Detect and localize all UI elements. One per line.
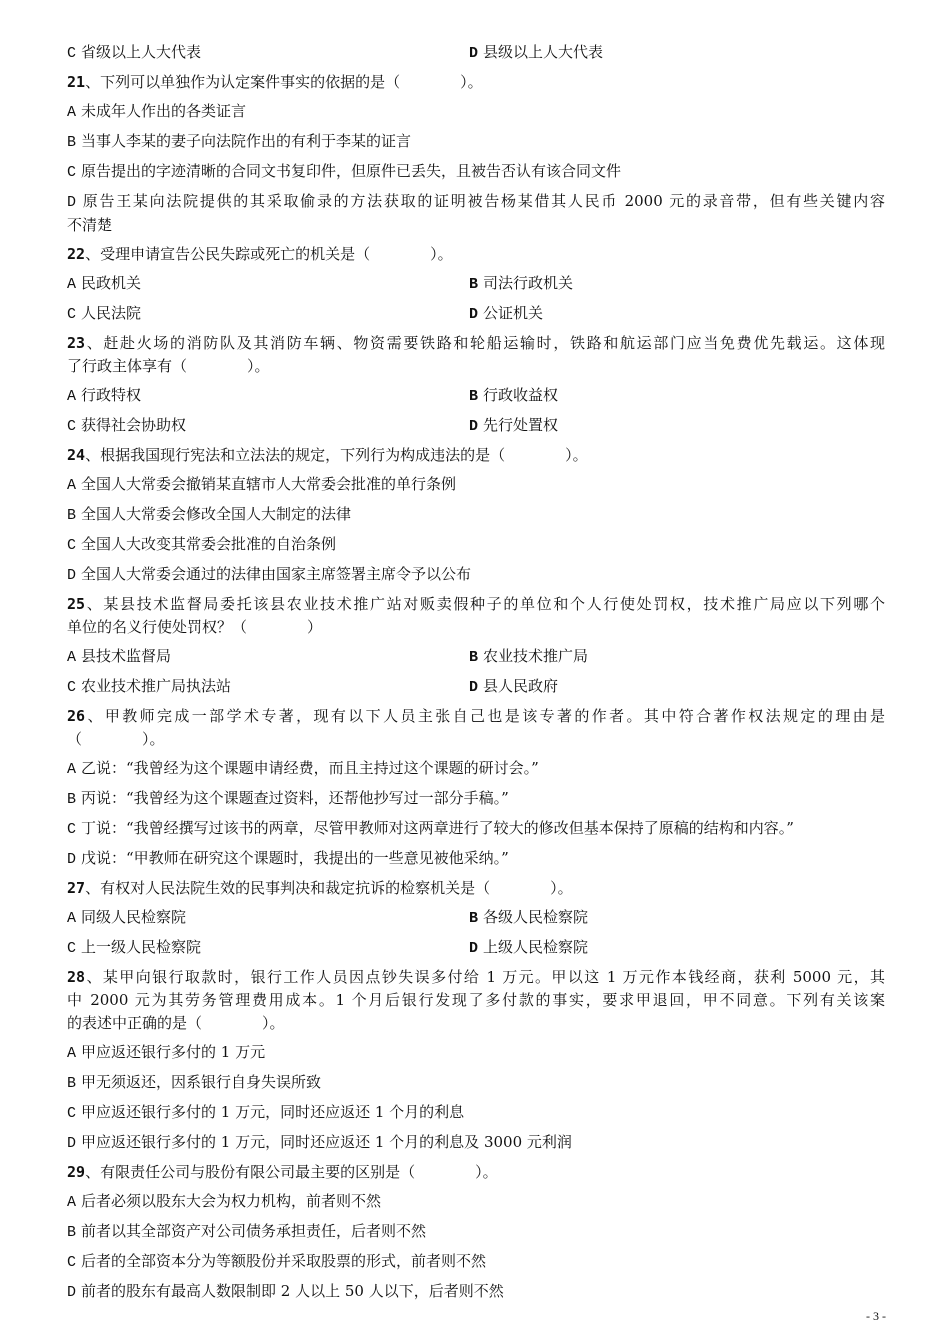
text-line: [67, 563, 885, 587]
line-text: 全国人大常委会通过的法律由国家主席签署主席令予以公布: [81, 565, 472, 583]
line-text: 、甲教师完成一部学术专著，现有以下人员主张自己也是该专著的作者。其中符合著作权法规定的理由是: [85, 707, 885, 725]
option: [67, 503, 885, 527]
option-row: [67, 272, 885, 296]
line-text: （ ）。: [67, 730, 165, 748]
question-number: 26: [67, 707, 86, 725]
line-text: 甲应返还银行多付的 1 万元: [81, 1043, 266, 1061]
option-letter: C: [67, 45, 77, 62]
option-letter: A: [67, 761, 77, 778]
question-number: 22: [67, 245, 86, 263]
option-letter: A: [67, 1045, 77, 1062]
option-letter: D: [469, 45, 479, 62]
text-line: [67, 214, 885, 237]
option-row: [67, 906, 885, 930]
line-text: 原告提出的字迹清晰的合同文书复印件，但原件已丢失，且被告否认有该合同文件: [81, 162, 622, 180]
option-letter: C: [67, 940, 77, 957]
text-line: [67, 1012, 885, 1035]
option: [67, 906, 469, 930]
option-text: 省级以上人大代表: [81, 43, 202, 61]
line-text: 全国人大改变其常委会批准的自治条例: [81, 535, 337, 553]
line-text: 丁说：“我曾经撰写过该书的两章，尽管甲教师对这两章进行了较大的修改但基本保持了原稿的结构和内容。”: [81, 819, 794, 837]
option-letter: D: [67, 567, 77, 584]
text-line: [67, 1190, 885, 1214]
option-letter: C: [67, 306, 77, 323]
text-line: [67, 1161, 885, 1184]
text-line: [67, 1071, 885, 1095]
option-letter: C: [67, 1254, 77, 1271]
line-text: 的表述中正确的是（ ）。: [67, 1014, 285, 1032]
text-line: [67, 616, 885, 639]
text-line: [67, 332, 885, 355]
question: [67, 877, 885, 900]
option-text: 农业技术推广局执法站: [81, 677, 232, 695]
question-number: 23: [67, 334, 86, 352]
text-line: [67, 243, 885, 266]
option-letter: C: [67, 537, 77, 554]
option-text: 上一级人民检察院: [81, 938, 202, 956]
line-text: 戊说：“甲教师在研究这个课题时，我提出的一些意见被他采纳。”: [81, 849, 509, 867]
option: [67, 563, 885, 587]
option-text: 获得社会协助权: [81, 416, 187, 434]
text-line: [67, 503, 885, 527]
option-text: 民政机关: [81, 274, 142, 292]
option: [469, 675, 871, 699]
line-text: 了行政主体享有（ ）。: [67, 357, 270, 375]
option-letter: D: [67, 851, 77, 868]
option-text: 县人民政府: [483, 677, 559, 695]
option: [67, 1190, 885, 1214]
option: [67, 130, 885, 154]
option: [67, 675, 469, 699]
option-letter: B: [67, 134, 77, 151]
question: [67, 444, 885, 467]
option-letter: B: [469, 276, 479, 293]
text-line: [67, 1101, 885, 1125]
line-text: 甲应返还银行多付的 1 万元，同时还应返还 1 个月的利息及 3000 元利润: [81, 1133, 572, 1151]
line-text: 单位的名义行使处罚权？（ ）: [67, 618, 323, 636]
option: [67, 302, 469, 326]
line-text: 甲无须返还，因系银行自身失误所致: [81, 1073, 322, 1091]
option-text: 司法行政机关: [483, 274, 574, 292]
text-line: [67, 787, 885, 811]
option-text: 各级人民检察院: [483, 908, 589, 926]
option: [67, 384, 469, 408]
option-letter: B: [67, 507, 77, 524]
option-letter: A: [67, 104, 77, 121]
option-letter: C: [67, 679, 77, 696]
line-text: 后者的全部资本分为等额股份并采取股票的形式，前者则不然: [81, 1252, 487, 1270]
option-text: 农业技术推广局: [483, 647, 589, 665]
text-line: [67, 1280, 885, 1304]
option: [67, 1071, 885, 1095]
line-text: 当事人李某的妻子向法院作出的有利于李某的证言: [81, 132, 412, 150]
option-letter: D: [469, 418, 479, 435]
option-letter: B: [67, 791, 77, 808]
line-text: 、有权对人民法院生效的民事判决和裁定抗诉的检察机关是（ ）。: [85, 879, 573, 897]
option: [67, 100, 885, 124]
option: [67, 936, 469, 960]
document-body: [67, 41, 885, 1310]
text-line: [67, 533, 885, 557]
text-line: [67, 877, 885, 900]
text-line: [67, 71, 885, 94]
question: [67, 966, 885, 1035]
option-letter: B: [469, 910, 479, 927]
option: [67, 1131, 885, 1155]
line-text: 全国人大常委会撤销某直辖市人大常委会批准的单行条例: [81, 475, 457, 493]
option: [469, 384, 871, 408]
option-text: 人民法院: [81, 304, 142, 322]
question-number: 25: [67, 595, 86, 613]
question: [67, 71, 885, 94]
option-letter: C: [67, 164, 77, 181]
line-text: 前者的股东有最高人数限制即 2 人以上 50 人以下，后者则不然: [81, 1282, 504, 1300]
option-letter: D: [67, 194, 77, 211]
line-text: 中 2000 元为其劳务管理费用成本。1 个月后银行发现了多付款的事实，要求甲退回，甲不同意。下列有关该案: [67, 991, 885, 1009]
option: [67, 1250, 885, 1274]
question: [67, 243, 885, 266]
option: [67, 787, 885, 811]
option-text: 县技术监督局: [81, 647, 172, 665]
question-number: 21: [67, 73, 86, 91]
option: [469, 645, 871, 669]
question: [67, 593, 885, 639]
text-line: [67, 1131, 885, 1155]
option-letter: A: [67, 276, 77, 293]
line-text: 、受理申请宣告公民失踪或死亡的机关是（ ）。: [85, 245, 453, 263]
line-text: 全国人大常委会修改全国人大制定的法律: [81, 505, 352, 523]
option-text: 县级以上人大代表: [483, 43, 604, 61]
option-row: [67, 384, 885, 408]
text-line: [67, 1220, 885, 1244]
option-letter: A: [67, 910, 77, 927]
line-text: 丙说：“我曾经为这个课题查过资料，还帮他抄写过一部分手稿。”: [81, 789, 509, 807]
option-letter: C: [67, 418, 77, 435]
text-line: [67, 757, 885, 781]
option-letter: A: [67, 649, 77, 666]
text-line: [67, 989, 885, 1012]
line-text: 、下列可以单独作为认定案件事实的依据的是（ ）。: [85, 73, 483, 91]
option-letter: C: [67, 1105, 77, 1122]
option: [67, 1101, 885, 1125]
text-line: [67, 444, 885, 467]
option-letter: D: [67, 1284, 77, 1301]
option-row: [67, 41, 885, 65]
option-letter: B: [469, 388, 479, 405]
option: [67, 757, 885, 781]
option-letter: C: [67, 821, 77, 838]
line-text: 甲应返还银行多付的 1 万元，同时还应返还 1 个月的利息: [81, 1103, 465, 1121]
line-text: 原告王某向法院提供的其采取偷录的方法获取的证明被告杨某借其人民币 2000 元的录音带，但有些关键内容: [81, 192, 885, 210]
question: [67, 705, 885, 751]
text-line: [67, 593, 885, 616]
option: [67, 414, 469, 438]
line-text: 、某甲向银行取款时，银行工作人员因点钞失误多付给 1 万元。甲以这 1 万元作本钱经商，获利 5000 元，其: [85, 968, 885, 986]
option: [67, 645, 469, 669]
option: [67, 160, 885, 184]
line-text: 后者必须以股东大会为权力机构，前者则不然: [81, 1192, 382, 1210]
option-row: [67, 414, 885, 438]
option: [469, 936, 871, 960]
option-letter: B: [67, 1075, 77, 1092]
option-row: [67, 302, 885, 326]
option-letter: B: [67, 1224, 77, 1241]
text-line: [67, 847, 885, 871]
text-line: [67, 100, 885, 124]
line-text: 、赶赴火场的消防队及其消防车辆、物资需要铁路和轮船运输时，铁路和航运部门应当免费优先载运。这体现: [85, 334, 885, 352]
question-number: 29: [67, 1163, 86, 1181]
text-line: [67, 130, 885, 154]
option: [67, 473, 885, 497]
text-line: [67, 160, 885, 184]
option: [469, 272, 871, 296]
line-text: 不清楚: [67, 216, 113, 234]
option-text: 同级人民检察院: [81, 908, 187, 926]
option: [469, 906, 871, 930]
text-line: [67, 1041, 885, 1065]
line-text: 、某县技术监督局委托该县农业技术推广站对贩卖假种子的单位和个人行使处罚权，技术推广局应以下列哪个: [85, 595, 885, 613]
page-number: - 3 -: [866, 1309, 886, 1323]
option-letter: D: [469, 940, 479, 957]
option-letter: A: [67, 388, 77, 405]
option-row: [67, 675, 885, 699]
option: [469, 41, 871, 65]
text-line: [67, 1250, 885, 1274]
option-letter: D: [469, 679, 479, 696]
option: [67, 847, 885, 871]
text-line: [67, 190, 885, 214]
text-line: [67, 705, 885, 728]
option: [469, 302, 871, 326]
question-number: 24: [67, 446, 86, 464]
line-text: 、根据我国现行宪法和立法法的规定，下列行为构成违法的是（ ）。: [85, 446, 588, 464]
option-letter: D: [469, 306, 479, 323]
line-text: 乙说：“我曾经为这个课题申请经费，而且主持过这个课题的研讨会。”: [81, 759, 539, 777]
option-letter: A: [67, 477, 77, 494]
option: [67, 41, 469, 65]
text-line: [67, 966, 885, 989]
option-text: 先行处置权: [483, 416, 559, 434]
option-text: 行政特权: [81, 386, 142, 404]
option-row: [67, 936, 885, 960]
option: [67, 817, 885, 841]
option: [67, 1220, 885, 1244]
text-line: [67, 728, 885, 751]
text-line: [67, 355, 885, 378]
option: [67, 272, 469, 296]
option: [67, 1280, 885, 1304]
option-text: 公证机关: [483, 304, 544, 322]
option-row: [67, 645, 885, 669]
text-line: [67, 473, 885, 497]
text-line: [67, 817, 885, 841]
option-text: 上级人民检察院: [483, 938, 589, 956]
question: [67, 332, 885, 378]
option-letter: A: [67, 1194, 77, 1211]
option: [67, 1041, 885, 1065]
line-text: 前者以其全部资产对公司债务承担责任，后者则不然: [81, 1222, 427, 1240]
option: [469, 414, 871, 438]
option: [67, 533, 885, 557]
question: [67, 1161, 885, 1184]
option-letter: D: [67, 1135, 77, 1152]
line-text: 、有限责任公司与股份有限公司最主要的区别是（ ）。: [85, 1163, 498, 1181]
question-number: 28: [67, 968, 86, 986]
option-letter: B: [469, 649, 479, 666]
option-text: 行政收益权: [483, 386, 559, 404]
option: [67, 190, 885, 237]
line-text: 未成年人作出的各类证言: [81, 102, 247, 120]
question-number: 27: [67, 879, 86, 897]
